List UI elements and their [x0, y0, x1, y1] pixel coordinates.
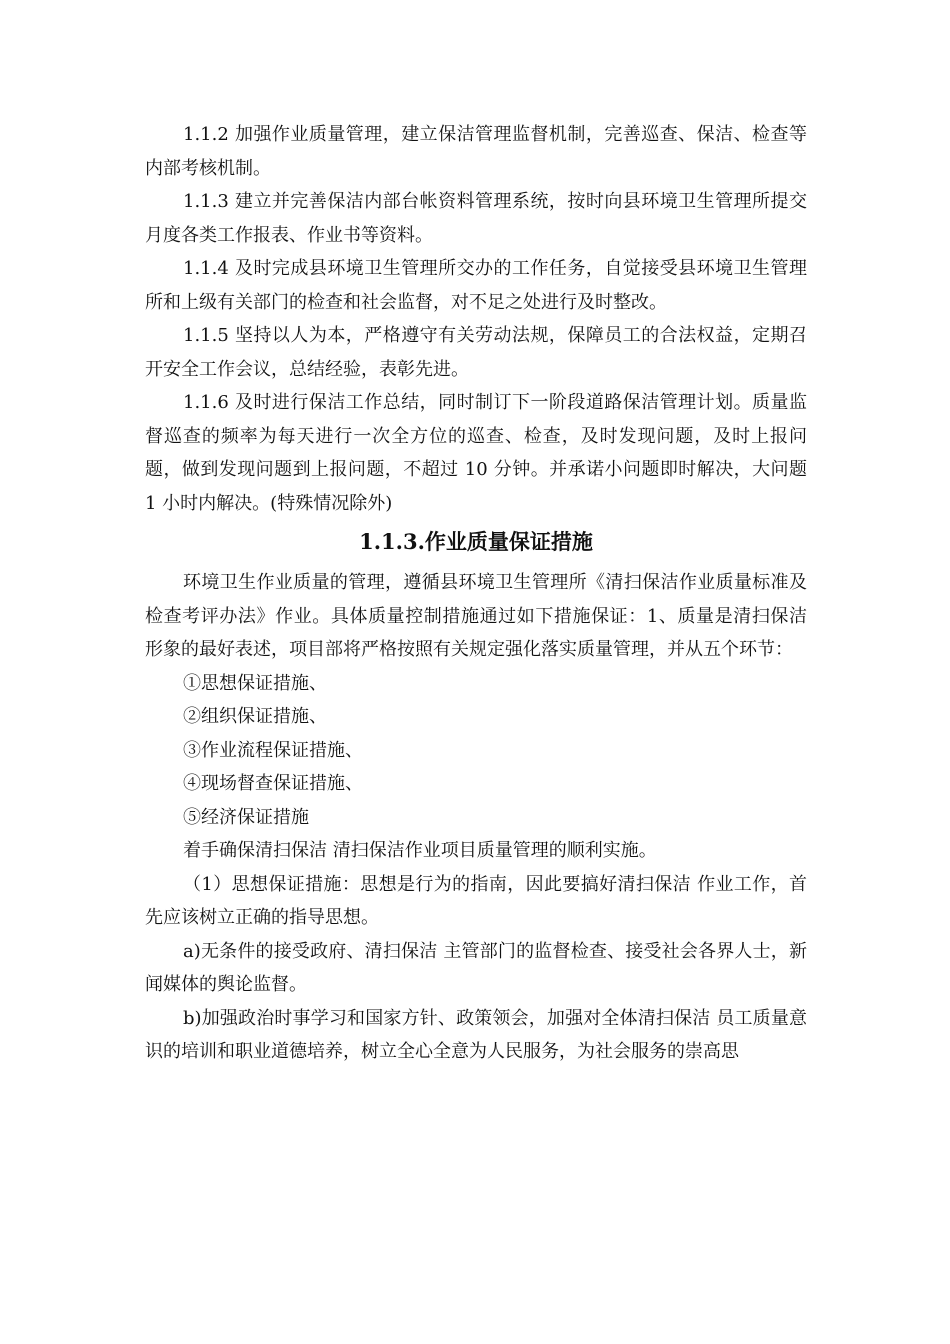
- paragraph-1-1-6: 1.1.6 及时进行保洁工作总结，同时制订下一阶段道路保洁管理计划。质量监督巡查的频率为每天进行一次全方位的巡查、检查，及时发现问题，及时上报问题，做到发现问题到上报问题，不超过 10 分钟。并承诺小问题即时解决，大问题 1 小时内解决。(特殊情况除外): [145, 392, 807, 514]
- paragraph-1-1-5: 1.1.5 坚持以人为本，严格遵守有关劳动法规，保障员工的合法权益，定期召开安全工作会议，总结经验，表彰先进。: [145, 325, 807, 380]
- document-page: [145, 118, 807, 1069]
- after-list-paragraph: 着手确保清扫保洁 清扫保洁作业项目质量管理的顺利实施。: [183, 840, 657, 861]
- list-item: ①思想保证措施、: [183, 672, 327, 694]
- list-item: ②组织保证措施、: [183, 706, 327, 727]
- paragraph-1-1-3: 1.1.3 建立并完善保洁内部台帐资料管理系统，按时向县环境卫生管理所提交月度各类工作报表、作业书等资料。: [145, 191, 807, 246]
- list-item: ④现场督查保证措施、: [183, 773, 363, 794]
- section-heading: 1.1.3.作业质量保证措施: [359, 529, 593, 554]
- list-item: ⑤经济保证措施: [183, 806, 309, 828]
- section-1-paragraph: （1）思想保证措施：思想是行为的指南，因此要搞好清扫保洁 作业工作，首先应该树立正确的指导思想。: [145, 873, 807, 928]
- item-b-paragraph: b)加强政治时事学习和国家方针、政策领会，加强对全体清扫保洁 员工质量意识的培训和职业道德培养，树立全心全意为人民服务，为社会服务的崇高思: [145, 1007, 807, 1062]
- list-item: ③作业流程保证措施、: [183, 739, 363, 761]
- intro-paragraph: 环境卫生作业质量的管理，遵循县环境卫生管理所《清扫保洁作业质量标准及检查考评办法》作业。具体质量控制措施通过如下措施保证：1、质量是清扫保洁 形象的最好表述，项目部将严格按照有关规定强化落实质量管理，并从五个环节：: [145, 572, 807, 660]
- item-a-paragraph: a)无条件的接受政府、清扫保洁 主管部门的监督检查、接受社会各界人士，新闻媒体的舆论监督。: [145, 940, 807, 995]
- paragraph-1-1-4: 1.1.4 及时完成县环境卫生管理所交办的工作任务，自觉接受县环境卫生管理所和上级有关部门的检查和社会监督，对不足之处进行及时整改。: [145, 258, 807, 313]
- paragraph-1-1-2: 1.1.2 加强作业质量管理，建立保洁管理监督机制，完善巡查、保洁、检查等内部考核机制。: [145, 124, 807, 179]
